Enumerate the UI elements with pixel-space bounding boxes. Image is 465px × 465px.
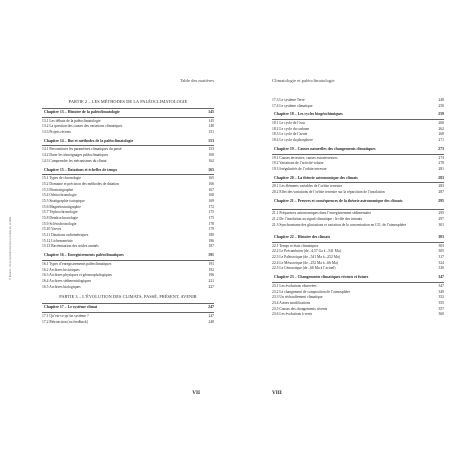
right-running-head: Climatologie et paléoclimatologie — [272, 78, 335, 83]
section-title: 21.1 Fréquences astronomiques dans l’enregistrement sédimentaire — [272, 211, 372, 216]
section-title: 21.2 De l’insolation au signal climatique : le rôle des intrants — [272, 216, 363, 221]
page-reference: 179 — [208, 227, 214, 232]
chapter-title: Chapitre 17 – Le système climat — [44, 305, 98, 310]
page-reference: 248 — [208, 319, 214, 324]
page-reference: 360 — [438, 312, 444, 317]
divider — [272, 282, 444, 283]
divider — [272, 242, 444, 243]
page-reference: 191 — [208, 261, 214, 266]
page-reference: 169 — [208, 198, 214, 203]
toc-section-entry[interactable] — [272, 138, 444, 144]
section-title: 15.3 Biostratigraphie — [42, 187, 74, 192]
page-reference: 145 — [208, 118, 214, 123]
section-title: 18.4 Le cycle du phosphore — [272, 138, 313, 143]
section-title: 20.1 Les éléments variables de l’orbite terrestre — [272, 184, 343, 189]
page-reference: 352 — [438, 295, 444, 300]
toc-section-entry[interactable] — [42, 320, 214, 326]
section-title: 22.3 Le Paléozoïque (de –541 Ma à –252 Ma) — [272, 255, 340, 260]
page-reference: 355 — [438, 300, 444, 305]
page-reference: 278 — [438, 161, 444, 166]
section-title: 13.3 Projets récents — [42, 130, 71, 135]
page-reference: 273 — [438, 155, 444, 160]
section-title: 23.1 Les évolutions observées — [272, 283, 317, 288]
chapter-title: Chapitre 15 – Datations et échelles de temps — [44, 167, 118, 172]
toc-chapter-entry[interactable] — [42, 110, 214, 116]
chapter-title: Chapitre 13 – Histoire de la paléoclimatologie — [44, 110, 120, 114]
section-title: 22.2 Le Précambrien (de –4,57 Ga à –541 Ma) — [272, 249, 341, 254]
page-reference: 192 — [208, 267, 214, 272]
page-reference: 196 — [208, 273, 214, 278]
section-title: 18.1 Le cycle de l’eau — [272, 121, 305, 126]
toc-section-entry[interactable] — [272, 312, 444, 318]
section-title: 15.1 Types de chronologie — [42, 176, 81, 181]
right-toc-entries — [272, 98, 444, 318]
copyright-spine-note: © Dunod – Toute reproduction non autorisée est un délit. — [9, 216, 12, 280]
right-page — [272, 78, 444, 396]
section-title: 18.3 Le cycle de l’azote — [272, 132, 308, 137]
section-title: 16.3 Archives physiques et géomorphologiques — [42, 273, 112, 278]
left-running-head: Table des matières — [179, 78, 214, 83]
left-toc-entries — [42, 98, 214, 325]
toc-section-entry[interactable] — [272, 266, 444, 272]
chapter-title: Chapitre 22 – Histoire des climats — [274, 235, 331, 239]
page-reference: 168 — [208, 193, 214, 198]
page-reference: 191 — [208, 253, 214, 258]
section-title: 15.10 Varves — [42, 227, 62, 232]
section-title: 16.5 Archives biologiques — [42, 284, 81, 289]
page-reference: 221 — [208, 278, 214, 283]
page-reference: 297 — [438, 216, 444, 221]
page-reference: 330 — [438, 266, 444, 271]
section-title: 15.9 Sclérochronologie — [42, 221, 77, 226]
section-title: 15.11 Datations radiométriques — [42, 233, 89, 238]
section-title: 16.4 Archives sédimentologiques — [42, 278, 92, 283]
section-title: 15.7 Téphrochronologie — [42, 210, 78, 215]
chapter-title: Chapitre 23 – Changements climatiques récents et futurs — [274, 275, 369, 280]
divider — [42, 303, 214, 304]
section-title: 20.2 Effet des variations de l’orbite terrestre sur la répartition de l’insolation — [272, 189, 385, 194]
part-heading: PARTIE 3 – L’ÉVOLUTION DES CLIMATS, PASSÉ, PRÉSENT, AVENIR — [59, 294, 197, 300]
page-reference: 145 — [208, 110, 214, 114]
section-title: 22.4 Le Mésozoïque (de –252 Ma à –66 Ma) — [272, 260, 339, 265]
toc-section-entry[interactable] — [42, 130, 214, 136]
section-title: 17.1 Qu’est-ce qu’un système ? — [42, 313, 89, 318]
section-title: 17.2 Rétroaction (ou feedback) — [42, 319, 88, 324]
section-title: 15.12 Lichenométrie — [42, 238, 73, 243]
divider — [42, 312, 214, 313]
page-reference: 165 — [208, 167, 214, 172]
page-reference: 227 — [208, 284, 214, 289]
toc-section-entry[interactable] — [272, 104, 444, 110]
page-reference: 347 — [438, 275, 444, 280]
page-reference: 153 — [208, 147, 214, 152]
section-title: 15.5 Stratigraphie isotopique — [42, 198, 85, 203]
page-reference: 303 — [438, 243, 444, 248]
chapter-title: Chapitre 20 – La théorie astronomique des climats — [274, 175, 358, 180]
section-title: 23.2 Le changement de composition de l’atmosphère — [272, 289, 351, 294]
page-reference: 148 — [208, 124, 214, 129]
page-reference: 324 — [438, 260, 444, 265]
section-title: 23.6 Les évolutions à venir — [272, 312, 313, 317]
page-reference: 268 — [438, 132, 444, 137]
section-title: 13.2 La question des causes des variations climatiques — [42, 124, 123, 129]
section-title: 15.4 Orbitochronologie — [42, 193, 77, 198]
section-title: 22.1 Temps et états climatiques — [272, 243, 319, 248]
divider — [272, 119, 444, 120]
left-page — [42, 78, 214, 396]
chapter-title: Chapitre 19 – Causes naturelles des changements climatiques — [274, 146, 376, 151]
toc-chapter-entry[interactable] — [42, 305, 214, 311]
chapter-title: Chapitre 21 – Preuves et conséquences de la théorie astronomique des climats — [274, 198, 403, 203]
toc-chapter-entry[interactable] — [42, 253, 214, 259]
page-reference: 167 — [208, 187, 214, 192]
section-title: 19.1 Causes terrestres, causes extraterrestres — [272, 155, 338, 160]
page-reference: 178 — [208, 221, 214, 226]
divider — [272, 154, 444, 155]
divider — [42, 108, 214, 109]
page-reference: 287 — [438, 189, 444, 194]
page-reference: 349 — [438, 289, 444, 294]
page-reference: 250 — [438, 103, 444, 108]
page-reference: 175 — [208, 210, 214, 215]
toc-chapter-entry[interactable] — [272, 275, 444, 281]
page-reference: 317 — [438, 255, 444, 260]
section-title: 16.2 Archives historiques — [42, 267, 80, 272]
divider — [272, 182, 444, 183]
chapter-title: Chapitre 14 – But et méthodes de la paléoclimatologie — [44, 138, 134, 143]
section-title: 17.3 Le système Terre — [272, 98, 305, 102]
page-reference: 162 — [208, 158, 214, 163]
page-reference: 260 — [438, 121, 444, 126]
divider — [42, 117, 214, 118]
toc-chapter-entry[interactable] — [42, 139, 214, 145]
part-heading: PARTIE 2 – LES MÉTHODES DE LA PALÉOCLIMATOLOGIE — [68, 99, 188, 104]
page-reference: 172 — [208, 204, 214, 209]
toc-chapter-entry[interactable] — [272, 147, 444, 153]
page-reference: 295 — [438, 198, 444, 203]
divider — [42, 145, 214, 146]
section-title: 15.8 Dendrochronologie — [42, 216, 79, 220]
toc-chapter-entry[interactable] — [42, 168, 214, 174]
toc-chapter-entry[interactable] — [272, 199, 444, 209]
page-reference: 259 — [438, 112, 444, 117]
section-title: 16.1 Types d’enregistrements paléoclimatiques — [42, 261, 112, 266]
page-reference: 271 — [438, 138, 444, 143]
section-title: 19.3 Irrégularités de l’orbite terrestre — [272, 166, 327, 171]
page-reference: 283 — [438, 184, 444, 189]
section-title: 17.4 Le système climatique — [272, 103, 313, 108]
page-reference: 153 — [208, 138, 214, 143]
page-reference: 273 — [438, 146, 444, 151]
page-reference: 180 — [208, 233, 214, 238]
page-reference: 295 — [438, 211, 444, 216]
section-title: 18.2 Le cycle du carbone — [272, 126, 310, 131]
page-reference: 301 — [438, 222, 444, 227]
page-reference: 283 — [438, 175, 444, 180]
page-reference: 357 — [438, 306, 444, 311]
page-reference: 281 — [438, 166, 444, 171]
section-title: 22.5 Le Cénozoïque (de –66 Ma à l’actuel) — [272, 266, 336, 271]
page-reference: 165 — [208, 176, 214, 181]
page-reference: 151 — [208, 130, 214, 135]
toc-section-entry[interactable] — [42, 285, 214, 291]
section-title: 19.2 Variations de l’activité solaire — [272, 161, 324, 166]
section-title: 23.3 Un réchauffement climatique — [272, 295, 323, 300]
page-reference: 262 — [438, 126, 444, 131]
section-title: 15.2 Domaine et précision des méthodes de datation — [42, 181, 120, 186]
section-title: 14.2 Dater les témoignages paléoclimatiques — [42, 153, 109, 158]
page-reference: 247 — [208, 305, 214, 310]
page-reference: 248 — [438, 98, 444, 102]
left-page-number: VII — [192, 390, 200, 396]
chapter-title: Chapitre 18 – Les cycles biogéochimiques — [274, 112, 343, 117]
toc-chapter-entry[interactable] — [272, 176, 444, 182]
section-title: 14.1 Reconstituer les paramètres climatiques du passé — [42, 147, 122, 152]
page-reference: 160 — [208, 153, 214, 158]
section-title: 21.3 Synchronisme des glaciations et variation de la concentration en CO₂ de l’atmosphère — [272, 222, 407, 227]
toc-chapter-entry[interactable] — [272, 112, 444, 118]
page-reference: 247 — [208, 313, 214, 318]
toc-section-entry[interactable] — [272, 223, 444, 233]
right-page-number: VIII — [272, 390, 282, 396]
toc-section-entry[interactable] — [272, 190, 444, 196]
page-reference: 187 — [208, 244, 214, 249]
section-title: 15.6 Magnétostratigraphie — [42, 204, 81, 209]
toc-chapter-entry[interactable] — [272, 235, 444, 241]
page-reference: 186 — [208, 238, 214, 243]
divider — [42, 174, 214, 175]
page-reference: 166 — [208, 181, 214, 186]
toc-section-entry[interactable] — [272, 167, 444, 173]
toc-section-entry[interactable] — [42, 159, 214, 165]
page-reference: 175 — [208, 216, 214, 220]
section-title: 13.1 Les débuts de la paléoclimatologie — [42, 118, 101, 123]
section-title: 14.3 Comprendre les mécanismes du climat — [42, 158, 107, 163]
toc-section-entry[interactable] — [42, 244, 214, 250]
page-reference: 347 — [438, 283, 444, 288]
section-title: 23.5 Causes des changements récents — [272, 306, 328, 311]
section-title: 23.4 Autres modifications — [272, 300, 311, 305]
page-reference: 303 — [438, 235, 444, 239]
divider — [272, 209, 444, 210]
chapter-title: Chapitre 16 – Enregistrements paléoclimatiques — [44, 253, 124, 258]
page-reference: 305 — [438, 249, 444, 254]
section-title: 15.13 Racémisation des acides aminés — [42, 244, 99, 249]
divider — [42, 260, 214, 261]
